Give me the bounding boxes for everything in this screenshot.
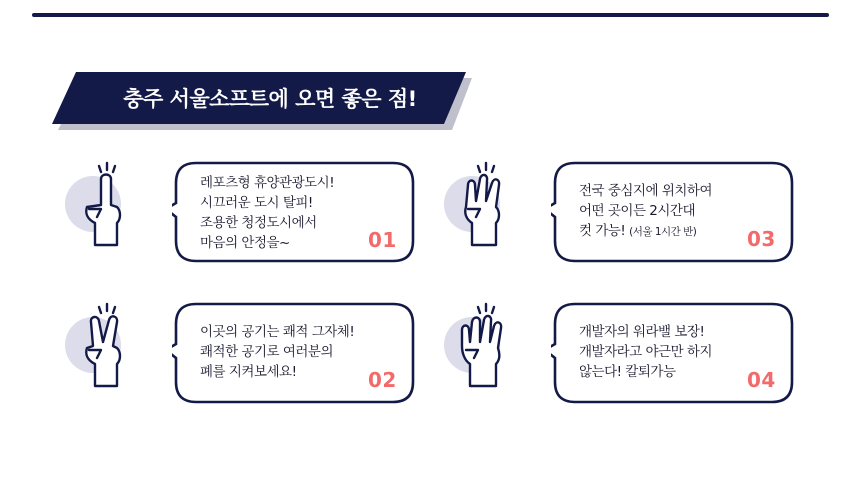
title-banner (52, 72, 472, 130)
benefit-card-03 (436, 161, 796, 265)
top-divider (32, 13, 829, 17)
benefit-line: 개발자라고 야근만 하지 (579, 344, 712, 360)
benefit-line: 어떤 곳이든 2시간대 (579, 203, 695, 219)
benefit-card-02 (57, 302, 417, 406)
benefit-line: 전국 중심지에 위치하여 (579, 183, 712, 199)
benefit-line: 이곳의 공기는 쾌적 그자체! (200, 324, 355, 340)
benefit-line: 않는다! 칼퇴가능 (579, 364, 676, 380)
benefit-line-main: 컷 가능! (579, 223, 626, 239)
benefit-number: 04 (747, 368, 776, 392)
benefit-card-04 (436, 302, 796, 406)
benefit-card-01 (57, 161, 417, 265)
three-finger-hand-icon (436, 161, 526, 251)
two-finger-hand-icon (57, 302, 147, 392)
benefit-line: 레포츠형 휴양관광도시! (200, 175, 335, 191)
benefit-number: 01 (368, 228, 397, 252)
one-finger-hand-icon (57, 161, 147, 251)
benefit-line: 조용한 청정도시에서 (200, 215, 317, 231)
benefit-line: 폐를 지켜보세요! (200, 364, 297, 380)
benefit-line: 시끄러운 도시 탈피! (200, 195, 313, 211)
benefit-line: 쾌적한 공기로 여러분의 (200, 344, 333, 360)
page-title: 충주 서울소프트에 오면 좋은 점! (123, 87, 417, 111)
benefit-line: 개발자의 워라밸 보장! (579, 324, 705, 340)
benefit-number: 02 (368, 368, 397, 392)
benefit-line-note: (서울 1시간 반) (629, 226, 697, 238)
four-finger-hand-icon (436, 302, 526, 392)
benefit-line: 마음의 안정을~ (200, 235, 290, 251)
benefit-number: 03 (747, 227, 776, 251)
